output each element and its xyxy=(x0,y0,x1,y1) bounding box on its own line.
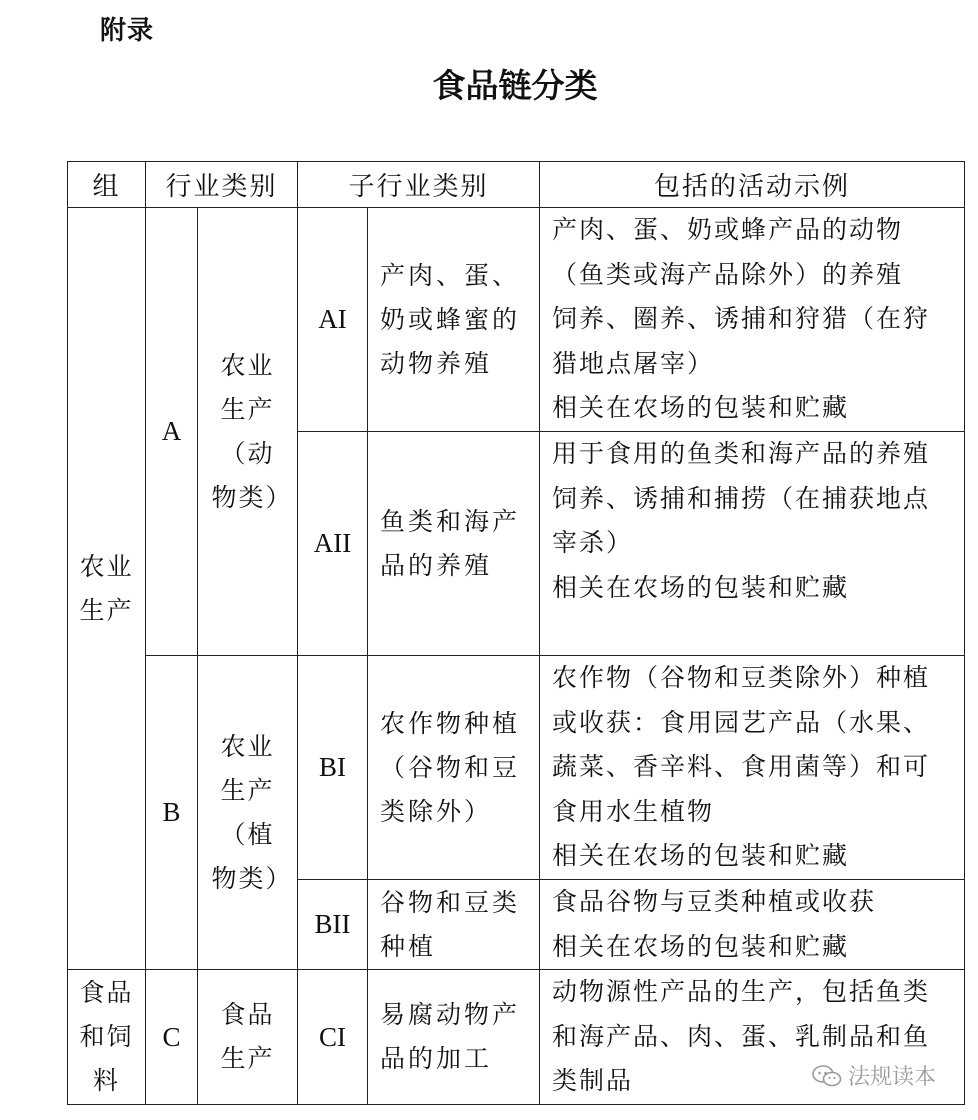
subcategory-name-aii: 鱼类和海产品的养殖 xyxy=(368,432,540,656)
table-row xyxy=(68,208,965,432)
activity-item: 用于食用的鱼类和海产品的养殖 xyxy=(552,439,931,468)
table-row xyxy=(68,656,965,880)
category-name-b: 农业生产（植物类） xyxy=(198,656,298,970)
subcategory-code-bi: BI xyxy=(298,656,368,880)
watermark-text: 法规读本 xyxy=(848,1065,937,1090)
page-title: 食品链分类 xyxy=(432,66,598,105)
table-header-row xyxy=(68,162,965,208)
header-activities: 包括的活动示例 xyxy=(540,162,965,208)
activities-bii xyxy=(540,880,965,970)
header-category: 行业类别 xyxy=(146,162,298,208)
activity-item: 相关在农场的包装和贮藏 xyxy=(552,393,850,422)
subcategory-code-ai: AI xyxy=(298,208,368,432)
subcategory-code-aii: AII xyxy=(298,432,368,656)
activity-item: 相关在农场的包装和贮藏 xyxy=(552,572,850,602)
activities-bi xyxy=(540,656,965,880)
subcategory-code-bii: BII xyxy=(298,880,368,970)
category-code-b: B xyxy=(146,656,198,970)
subcategory-name-bi: 农作物种植（谷物和豆类除外） xyxy=(368,656,540,880)
activity-item: 相关在农场的包装和贮藏 xyxy=(552,931,850,961)
wechat-icon xyxy=(812,1065,842,1087)
category-name-a: 农业生产（动物类） xyxy=(198,208,298,656)
header-subcategory: 子行业类别 xyxy=(298,162,540,208)
watermark xyxy=(812,1060,936,1091)
activity-item: 相关在农场的包装和贮藏 xyxy=(552,841,850,870)
activities-aii xyxy=(540,432,965,656)
activity-item: 饲养、诱捕和捕捞（在捕获地点宰杀） xyxy=(552,483,931,557)
appendix-label: 附录 xyxy=(100,16,155,46)
subcategory-name-ci: 易腐动物产品的加工 xyxy=(368,970,540,1105)
activity-item: 食品谷物与豆类种植或收获 xyxy=(552,887,877,916)
activity-item: 饲养、圈养、诱捕和狩猎（在狩猎地点屠宰） xyxy=(552,304,931,378)
activity-item: 农作物（谷物和豆类除外）种植或收获：食用园艺产品（水果、蔬菜、香辛料、食用菌等）和可食用水生植物 xyxy=(552,663,931,826)
subcategory-name-ai: 产肉、蛋、奶或蜂蜜的动物养殖 xyxy=(368,208,540,432)
category-code-a: A xyxy=(146,208,198,656)
group-cell-food-feed: 食品和饲料 xyxy=(68,970,146,1105)
subcategory-name-bii: 谷物和豆类种植 xyxy=(368,880,540,970)
group-cell-agri: 农业生产 xyxy=(68,208,146,970)
food-chain-table xyxy=(67,161,965,1105)
activity-item: 动物源性产品的生产，包括鱼类和海产品、肉、蛋、乳制品和鱼类制品 xyxy=(552,977,931,1095)
category-code-c: C xyxy=(146,970,198,1105)
subcategory-code-ci: CI xyxy=(298,970,368,1105)
activity-item: 产肉、蛋、奶或蜂产品的动物（鱼类或海产品除外）的养殖 xyxy=(552,215,904,289)
activities-ai xyxy=(540,208,965,432)
header-group: 组 xyxy=(68,162,146,208)
category-name-c: 食品生产 xyxy=(198,970,298,1105)
